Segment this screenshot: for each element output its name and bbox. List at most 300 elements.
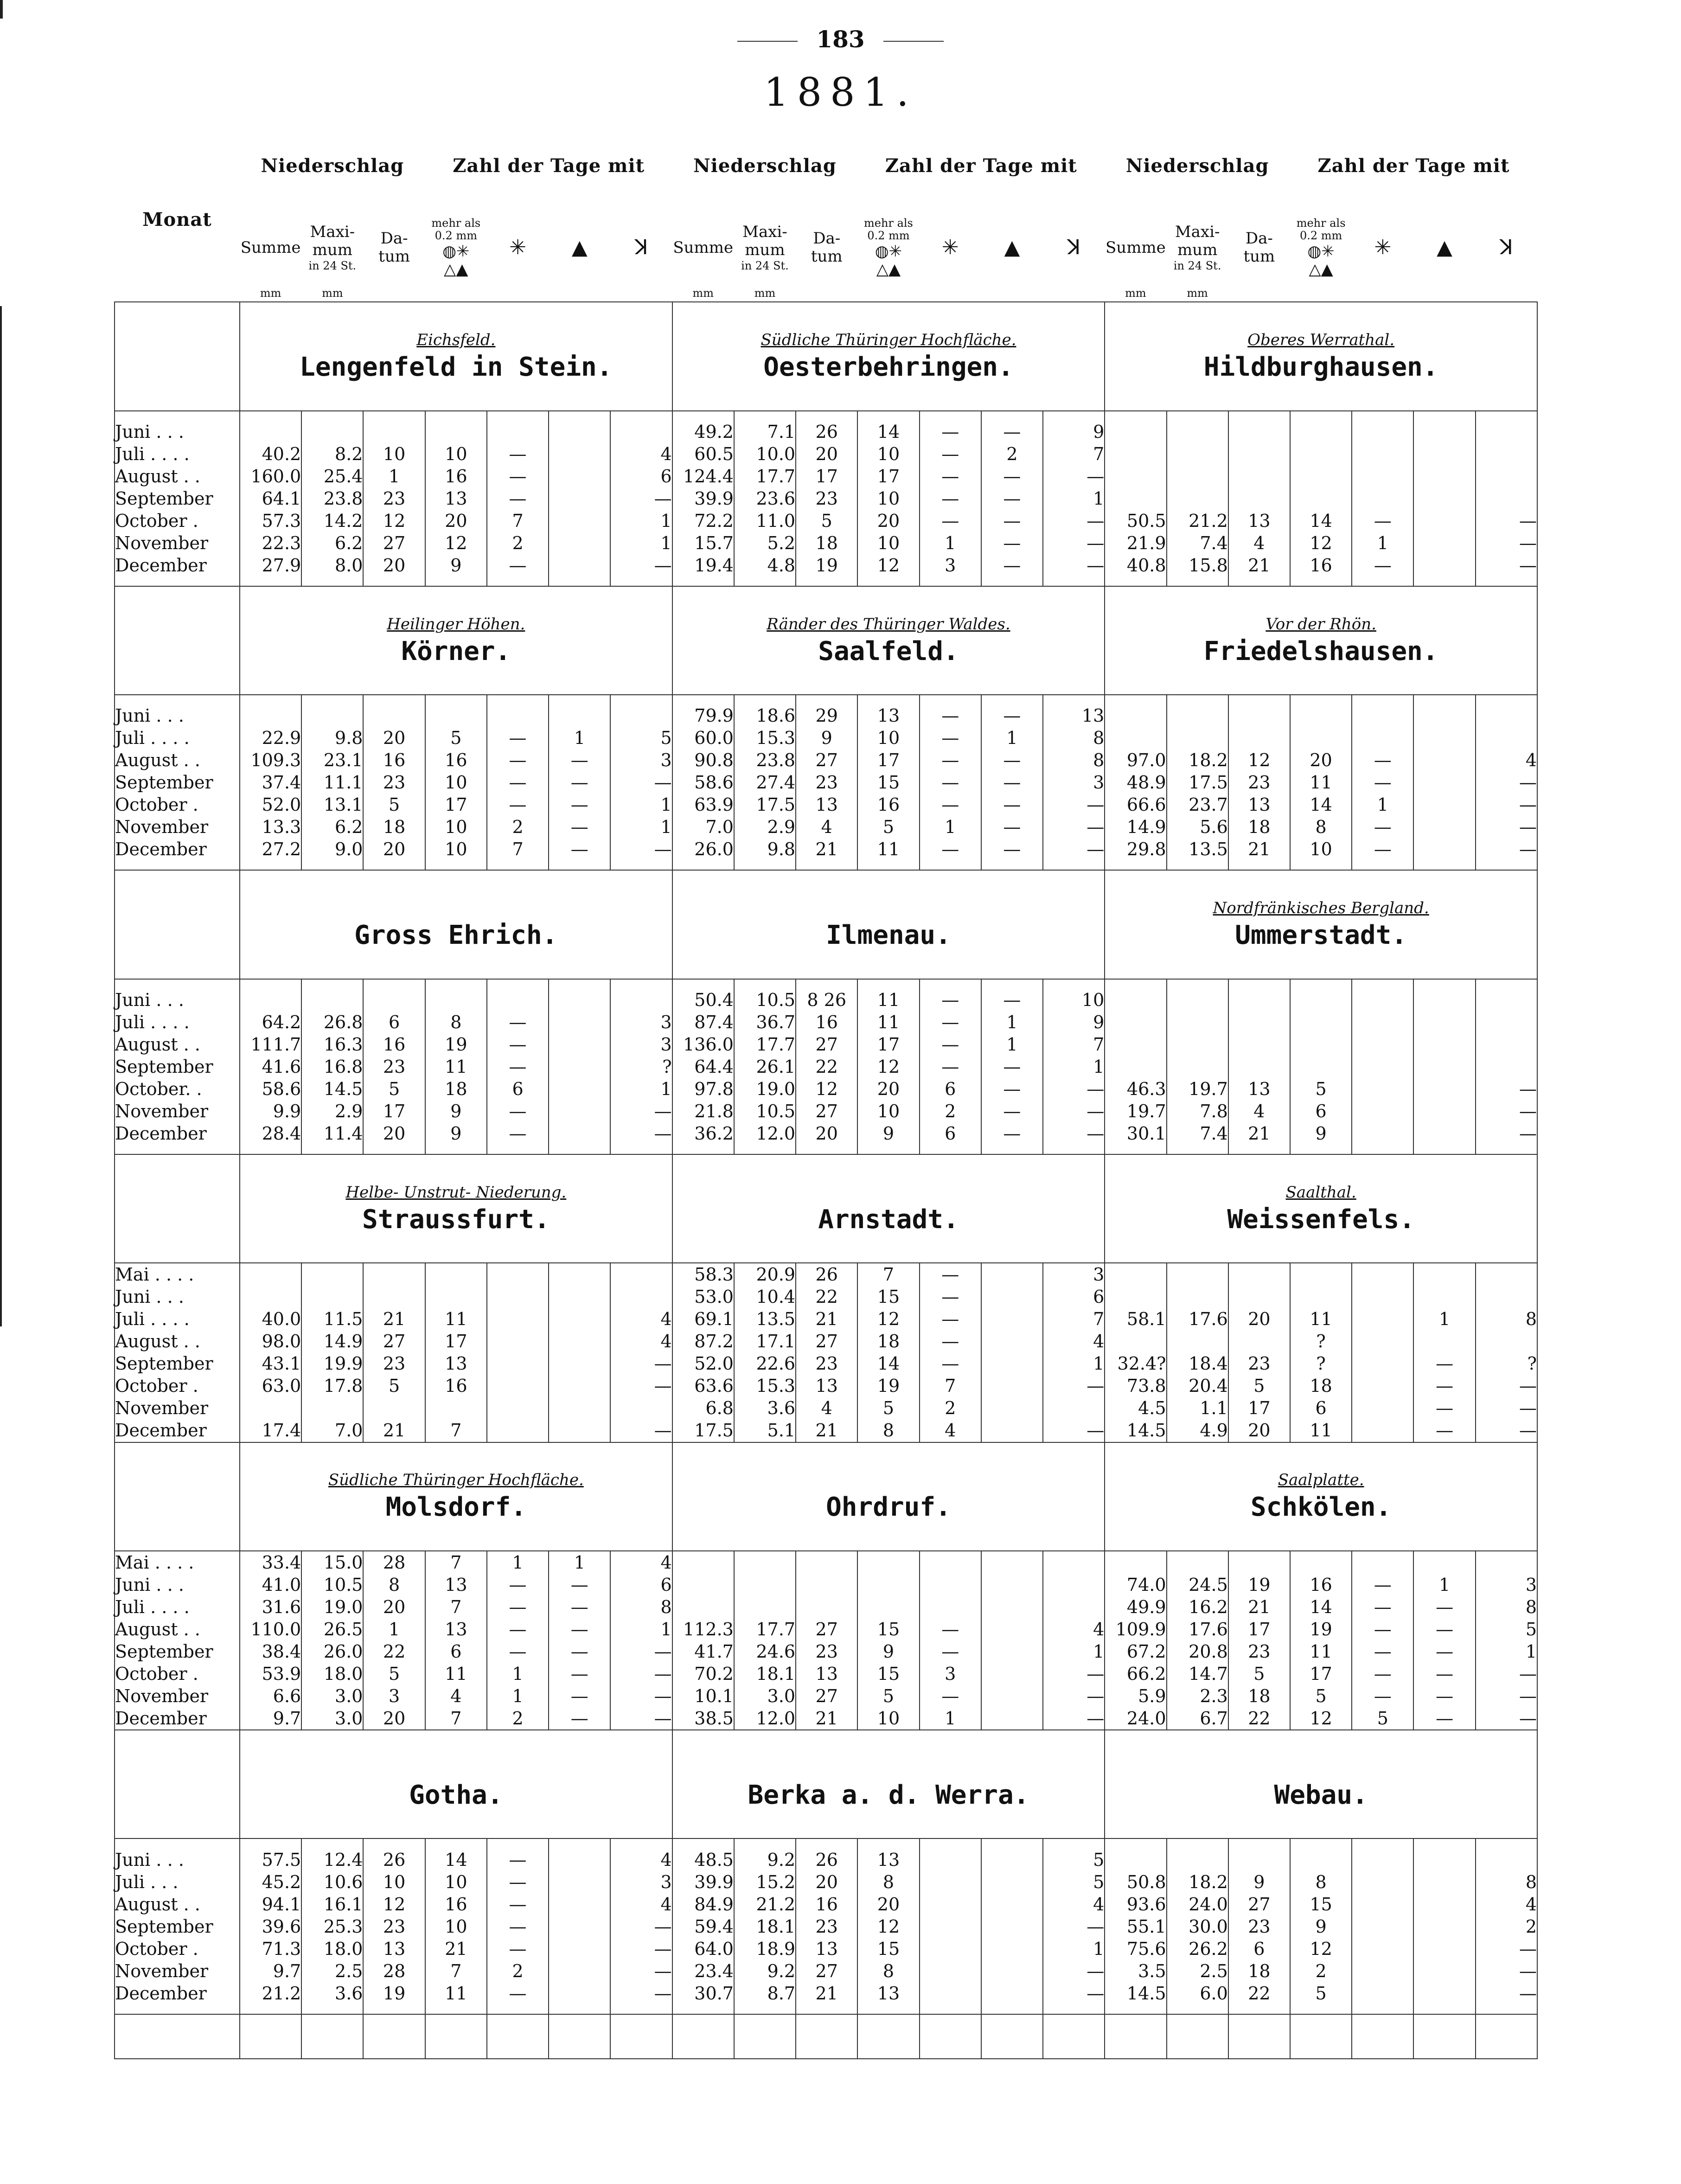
datum-value: 18 bbox=[1248, 1960, 1271, 1981]
max-value: 2.5 bbox=[335, 1960, 363, 1981]
datum-value: 21 bbox=[815, 1983, 838, 2004]
summe-value: 48.5 bbox=[694, 1849, 734, 1870]
sleet-value bbox=[1414, 989, 1475, 1011]
mehr-column bbox=[1290, 1263, 1352, 1442]
summe-value: 72.2 bbox=[694, 510, 734, 531]
summe-value bbox=[673, 1596, 734, 1618]
mehr-value: 9 bbox=[882, 1123, 895, 1144]
max-value: 14.5 bbox=[323, 1078, 363, 1099]
datum-value: 26 bbox=[815, 421, 838, 442]
snow-value bbox=[1352, 1375, 1413, 1397]
sleet-column bbox=[981, 1551, 1043, 1730]
sleet-value: — bbox=[1436, 1398, 1454, 1419]
summe-value: 46.3 bbox=[1126, 1078, 1166, 1099]
summe-value: 43.1 bbox=[262, 1353, 301, 1374]
snow-value bbox=[920, 1982, 981, 2005]
max-value: 21.2 bbox=[756, 1894, 796, 1915]
snow-value bbox=[487, 1263, 548, 1286]
datum-value bbox=[364, 1286, 424, 1308]
max-value bbox=[302, 705, 363, 727]
snow-value: — bbox=[1374, 1575, 1392, 1595]
max-value bbox=[1167, 989, 1228, 1011]
station-data-row bbox=[115, 411, 1537, 586]
month-label: December bbox=[115, 555, 207, 576]
caption-blank bbox=[115, 870, 240, 979]
month-label: August . . bbox=[115, 1034, 200, 1055]
mehr-value: 19 bbox=[1310, 1619, 1332, 1640]
summe-value bbox=[1105, 705, 1166, 727]
datum-value: 13 bbox=[383, 1938, 406, 1959]
thunder-value: 3 bbox=[660, 1012, 672, 1032]
mehr-value: 7 bbox=[450, 1597, 462, 1618]
mehr-value: 17 bbox=[445, 794, 467, 815]
sleet-value bbox=[1414, 705, 1475, 727]
summe-value bbox=[1105, 443, 1166, 465]
mehr-value: 5 bbox=[450, 728, 462, 749]
sleet-column bbox=[1413, 695, 1475, 870]
snow-value: 3 bbox=[945, 1664, 956, 1684]
datum-value: 13 bbox=[815, 794, 838, 815]
mehr-value: 20 bbox=[877, 1078, 900, 1099]
mehr-value: 19 bbox=[445, 1034, 467, 1055]
mehr-value: 7 bbox=[450, 1420, 462, 1441]
datum-value: 21 bbox=[815, 1708, 838, 1729]
summe-column bbox=[240, 1263, 301, 1442]
summe-column bbox=[672, 1838, 734, 2014]
summe-value: 41.6 bbox=[262, 1056, 301, 1077]
mehr-value: 12 bbox=[1310, 1708, 1332, 1729]
datum-value bbox=[1229, 727, 1290, 749]
sleet-value bbox=[1414, 1078, 1475, 1100]
mehr-value bbox=[1291, 1286, 1351, 1308]
month-label: August . . bbox=[115, 1619, 200, 1640]
max-value: 18.0 bbox=[323, 1664, 363, 1684]
sleet-value bbox=[982, 1419, 1042, 1441]
summe-value: 90.8 bbox=[694, 750, 734, 771]
snow-header bbox=[1352, 194, 1413, 302]
max-value: 11.4 bbox=[323, 1123, 363, 1144]
mehr-value: 10 bbox=[877, 728, 900, 749]
snow-value bbox=[1352, 1033, 1413, 1056]
sleet-value bbox=[549, 989, 610, 1011]
thunder-symbol-icon: ꓘ bbox=[634, 235, 648, 259]
station-data-row bbox=[115, 1551, 1537, 1730]
summe-value: 48.9 bbox=[1126, 772, 1166, 793]
summe-value bbox=[1105, 1011, 1166, 1033]
month-label: Juni . . . bbox=[115, 705, 184, 726]
station-name: Berka a. d. Werra. bbox=[748, 1780, 1029, 1810]
datum-value: 27 bbox=[815, 1960, 838, 1981]
mehr-value: 7 bbox=[882, 1264, 895, 1285]
summe-header bbox=[1105, 194, 1166, 302]
station-caption bbox=[672, 586, 1105, 695]
datum-value: 23 bbox=[1248, 1916, 1271, 1937]
sleet-value bbox=[982, 1551, 1042, 1574]
snow-value bbox=[1352, 1056, 1413, 1078]
sleet-column bbox=[981, 411, 1043, 586]
summe-value: 5.9 bbox=[1138, 1686, 1166, 1707]
month-label: Juli . . . bbox=[115, 1871, 179, 1892]
snow-value: — bbox=[941, 728, 959, 749]
max-value: 30.0 bbox=[1189, 1916, 1228, 1937]
snow-value bbox=[920, 1938, 981, 1960]
mehr-value: 10 bbox=[445, 839, 467, 860]
max-column bbox=[734, 1263, 796, 1442]
max-column bbox=[734, 979, 796, 1154]
datum-column bbox=[363, 695, 425, 870]
datum-value: 29 bbox=[815, 705, 838, 726]
snow-value: — bbox=[941, 989, 959, 1010]
max-value: 19.0 bbox=[323, 1597, 363, 1618]
unit-mm: mm bbox=[754, 286, 776, 300]
datum-value bbox=[1229, 1033, 1290, 1056]
thunder-value: 1 bbox=[660, 1619, 672, 1640]
sleet-value: — bbox=[1436, 1597, 1454, 1618]
thunder-header bbox=[1043, 194, 1105, 302]
snow-header bbox=[920, 194, 981, 302]
snow-value: — bbox=[509, 488, 527, 509]
sleet-symbol-icon: ▲ bbox=[1004, 235, 1020, 259]
max-value bbox=[1167, 1551, 1228, 1574]
max-value: 10.5 bbox=[756, 989, 796, 1010]
mehr-value: 7 bbox=[450, 1552, 462, 1573]
max-value: 8.0 bbox=[335, 555, 363, 576]
datum-value: 13 bbox=[1248, 1078, 1271, 1099]
thunder-value: — bbox=[654, 1686, 672, 1707]
datum-value: 23 bbox=[383, 1056, 406, 1077]
max-value bbox=[1167, 1286, 1228, 1308]
sleet-value: — bbox=[570, 1708, 588, 1729]
mehr-value: 17 bbox=[445, 1331, 467, 1352]
region-name: Saalplatte. bbox=[1278, 1471, 1364, 1490]
max-value bbox=[1167, 1056, 1228, 1078]
bottom-blank bbox=[1413, 2014, 1475, 2059]
thunder-value: 4 bbox=[660, 443, 672, 464]
max-value bbox=[1167, 1330, 1228, 1352]
thunder-header bbox=[1476, 194, 1537, 302]
mehr-column bbox=[1290, 979, 1352, 1154]
datum-value bbox=[1229, 705, 1290, 727]
max-value: 16.8 bbox=[323, 1056, 363, 1077]
snow-value: 6 bbox=[945, 1078, 956, 1099]
max-column bbox=[1167, 1551, 1228, 1730]
summe-value: 14.5 bbox=[1126, 1420, 1166, 1441]
monat-header bbox=[115, 137, 240, 302]
thunder-value: — bbox=[654, 1983, 672, 2004]
thunder-value: — bbox=[1087, 817, 1105, 838]
max-column bbox=[734, 411, 796, 586]
thunder-value: — bbox=[1519, 1376, 1537, 1396]
mehr-value: 11 bbox=[445, 1309, 467, 1330]
max-value: 6.2 bbox=[335, 532, 363, 553]
datum-value: 27 bbox=[383, 1331, 406, 1352]
sleet-value bbox=[549, 554, 610, 576]
thunder-value bbox=[611, 1263, 671, 1286]
thunder-value: — bbox=[1519, 532, 1537, 553]
max-value: 3.6 bbox=[767, 1398, 796, 1419]
thunder-value: — bbox=[1519, 555, 1537, 576]
mehr-column bbox=[425, 411, 487, 586]
bottom-blank bbox=[610, 2014, 672, 2059]
mehr-value: 5 bbox=[882, 1686, 895, 1707]
sleet-value bbox=[1414, 816, 1475, 838]
month-list bbox=[115, 695, 240, 870]
snow-value bbox=[487, 1375, 548, 1397]
snow-value bbox=[487, 1419, 548, 1441]
summe-value: 55.1 bbox=[1126, 1916, 1166, 1937]
month-label: Juni . . . bbox=[115, 989, 184, 1010]
snow-value: — bbox=[509, 1849, 527, 1870]
month-label: Juli . . . . bbox=[115, 1597, 190, 1618]
unit-mm: mm bbox=[1187, 286, 1208, 300]
unit-mm: mm bbox=[260, 286, 281, 300]
sleet-value: — bbox=[1436, 1641, 1454, 1662]
thunder-value: — bbox=[1519, 1708, 1537, 1729]
snow-value: — bbox=[941, 1641, 959, 1662]
summe-value bbox=[673, 1551, 734, 1574]
month-label: August . . bbox=[115, 1331, 200, 1352]
summe-value bbox=[1105, 1849, 1166, 1871]
mehr-value: 11 bbox=[445, 1664, 467, 1684]
mehr-column bbox=[857, 411, 919, 586]
snow-value bbox=[487, 1286, 548, 1308]
summe-column bbox=[240, 1551, 301, 1730]
mehr-value: 21 bbox=[445, 1938, 467, 1959]
summe-value bbox=[240, 421, 301, 443]
thunder-value: — bbox=[1087, 1664, 1105, 1684]
thunder-value: — bbox=[654, 488, 672, 509]
datum-column bbox=[796, 1838, 857, 2014]
datum-value: 19 bbox=[383, 1983, 406, 2004]
sleet-value bbox=[982, 1352, 1042, 1375]
thunder-value: 7 bbox=[1093, 1034, 1105, 1055]
snow-value bbox=[1352, 1871, 1413, 1893]
snow-value: — bbox=[941, 443, 959, 464]
summe-value: 6.8 bbox=[705, 1398, 734, 1419]
thunder-value: — bbox=[654, 772, 672, 793]
summe-value: 110.0 bbox=[250, 1619, 301, 1640]
summe-value: 22.9 bbox=[262, 728, 301, 749]
max-value: 19.0 bbox=[756, 1078, 796, 1099]
max-value: 9.8 bbox=[767, 839, 796, 860]
thunder-value: 3 bbox=[1525, 1575, 1537, 1595]
summe-column bbox=[672, 1551, 734, 1730]
mehr-value bbox=[1291, 705, 1351, 727]
summe-column bbox=[240, 979, 301, 1154]
summe-column bbox=[1105, 411, 1166, 586]
sleet-value bbox=[982, 1893, 1042, 1915]
datum-value: 1 bbox=[388, 1619, 400, 1640]
mehr-value bbox=[858, 1574, 919, 1596]
sleet-value bbox=[549, 1033, 610, 1056]
mehr-column bbox=[425, 1551, 487, 1730]
datum-column bbox=[363, 1263, 425, 1442]
thunder-value: 1 bbox=[1093, 1938, 1105, 1959]
sleet-value: — bbox=[570, 1597, 588, 1618]
snow-value: 1 bbox=[512, 1552, 524, 1573]
sleet-value: 1 bbox=[1006, 728, 1018, 749]
mm02-label: 0.2 mm bbox=[1299, 229, 1342, 243]
max-value: 12.0 bbox=[756, 1708, 796, 1729]
thunder-value: — bbox=[654, 1101, 672, 1121]
snow-symbol-icon: ✳ bbox=[509, 235, 526, 259]
region-name: Saalthal. bbox=[1285, 1183, 1356, 1202]
thunder-value bbox=[1476, 727, 1537, 749]
datum-value: 20 bbox=[383, 1123, 406, 1144]
summe-value: 109.9 bbox=[1115, 1619, 1166, 1640]
thunder-value: — bbox=[1087, 1420, 1105, 1441]
sleet-value: — bbox=[1003, 772, 1021, 793]
thunder-column bbox=[1476, 1551, 1537, 1730]
thunder-value: — bbox=[1519, 817, 1537, 838]
snow-value: — bbox=[509, 1034, 527, 1055]
thunder-value: 4 bbox=[660, 1309, 672, 1330]
mehr-value: 7 bbox=[450, 1960, 462, 1981]
mehr-value: 11 bbox=[445, 1983, 467, 2004]
mehr-value: 16 bbox=[445, 1376, 467, 1396]
sleet-value bbox=[982, 1308, 1042, 1330]
thunder-value: 9 bbox=[1093, 1012, 1105, 1032]
mehr-value: 5 bbox=[1315, 1078, 1327, 1099]
max-column bbox=[1167, 979, 1228, 1154]
summe-value: 21.8 bbox=[694, 1101, 734, 1121]
datum-value: 13 bbox=[815, 1938, 838, 1959]
month-label: Juni . . . bbox=[115, 1287, 184, 1307]
sleet-header bbox=[981, 194, 1043, 302]
table-bottom-row bbox=[115, 2014, 1537, 2059]
datum-value: 23 bbox=[383, 1916, 406, 1937]
sleet-value bbox=[549, 1056, 610, 1078]
snow-value bbox=[1352, 989, 1413, 1011]
max-value: 4.8 bbox=[767, 555, 796, 576]
thunder-value: 13 bbox=[1081, 705, 1105, 726]
max-value bbox=[1167, 1011, 1228, 1033]
mehr-value bbox=[1291, 1849, 1351, 1871]
mehr-value bbox=[1291, 989, 1351, 1011]
snow-column bbox=[487, 695, 549, 870]
mehr-value: 9 bbox=[1315, 1916, 1327, 1937]
summe-value: 41.7 bbox=[694, 1641, 734, 1662]
sleet-value: 2 bbox=[1006, 443, 1018, 464]
sleet-value bbox=[1414, 465, 1475, 487]
thunder-column bbox=[1043, 1551, 1105, 1730]
snow-value bbox=[920, 1893, 981, 1915]
mehr-column bbox=[425, 695, 487, 870]
max-value: 22.6 bbox=[756, 1353, 796, 1374]
niederschlag-header bbox=[240, 137, 425, 194]
datum-value: 21 bbox=[383, 1420, 406, 1441]
max-value bbox=[735, 1574, 795, 1596]
station-name: Webau. bbox=[1274, 1780, 1368, 1810]
mehr-value: 10 bbox=[877, 532, 900, 553]
thunder-value: — bbox=[1519, 1938, 1537, 1959]
sleet-header bbox=[1413, 194, 1475, 302]
summe-value: 50.5 bbox=[1126, 510, 1166, 531]
thunder-column bbox=[1476, 695, 1537, 870]
mehr-value bbox=[1291, 465, 1351, 487]
snow-value: — bbox=[1374, 772, 1392, 793]
summe-value: 66.6 bbox=[1126, 794, 1166, 815]
mehr-value: 12 bbox=[877, 1056, 900, 1077]
thunder-value: 5 bbox=[1525, 1619, 1537, 1640]
mehr-value: 10 bbox=[877, 1101, 900, 1121]
summe-value: 58.3 bbox=[694, 1264, 734, 1285]
summe-value: 97.0 bbox=[1126, 750, 1166, 771]
datum-value: 20 bbox=[815, 1123, 838, 1144]
sleet-value bbox=[1414, 1871, 1475, 1893]
maximum-label: Maxi- mum bbox=[1175, 223, 1220, 260]
max-value bbox=[1167, 465, 1228, 487]
summe-value: 87.2 bbox=[694, 1331, 734, 1352]
sleet-value bbox=[549, 705, 610, 727]
niederschlag-label: Niederschlag bbox=[261, 154, 404, 177]
thunder-value bbox=[1476, 443, 1537, 465]
sleet-column bbox=[1413, 1838, 1475, 2014]
station-name: Schkölen. bbox=[1250, 1492, 1392, 1523]
mehr-value: 13 bbox=[445, 1575, 467, 1595]
thunder-value: 3 bbox=[660, 1034, 672, 1055]
max-value: 10.5 bbox=[323, 1575, 363, 1595]
mehr-value: 16 bbox=[445, 1894, 467, 1915]
thunder-symbol-icon: ꓘ bbox=[1499, 235, 1513, 259]
thunder-value: — bbox=[1087, 1983, 1105, 2004]
month-label: August . . bbox=[115, 466, 200, 487]
station-caption-row bbox=[115, 1442, 1537, 1551]
mehr-value: 2 bbox=[1315, 1960, 1327, 1981]
datum-column bbox=[1228, 411, 1290, 586]
station-caption bbox=[240, 870, 672, 979]
snow-value: 6 bbox=[945, 1123, 956, 1144]
snow-value bbox=[487, 989, 548, 1011]
datum-value: 26 bbox=[815, 1849, 838, 1870]
mehr-value: 20 bbox=[445, 510, 467, 531]
thunder-column bbox=[1043, 1263, 1105, 1442]
summe-value: 17.4 bbox=[262, 1420, 301, 1441]
summe-value: 71.3 bbox=[262, 1938, 301, 1959]
summe-value: 39.9 bbox=[694, 488, 734, 509]
sleet-value: — bbox=[570, 794, 588, 815]
datum-value: 22 bbox=[815, 1287, 838, 1307]
mehr-value: 16 bbox=[1310, 1575, 1332, 1595]
mehr-als-header bbox=[425, 194, 487, 302]
max-value: 18.1 bbox=[756, 1916, 796, 1937]
max-value: 26.5 bbox=[323, 1619, 363, 1640]
thunder-value bbox=[1043, 1551, 1104, 1574]
snow-value bbox=[1352, 421, 1413, 443]
datum-label: Da- tum bbox=[378, 229, 410, 266]
snow-value: 5 bbox=[1377, 1708, 1388, 1729]
summe-value: 63.9 bbox=[694, 794, 734, 815]
sleet-value bbox=[1414, 838, 1475, 860]
mehr-value bbox=[1291, 1056, 1351, 1078]
month-label: September bbox=[115, 772, 213, 793]
sleet-value bbox=[549, 532, 610, 554]
month-label: November bbox=[115, 1398, 209, 1419]
month-label: Juni . . . bbox=[115, 1849, 184, 1870]
thunder-value: 5 bbox=[1093, 1871, 1105, 1892]
mehr-value bbox=[1291, 421, 1351, 443]
summe-column bbox=[672, 1263, 734, 1442]
station-name: Hildburghausen. bbox=[1203, 352, 1438, 382]
max-column bbox=[1167, 1263, 1228, 1442]
sleet-value: — bbox=[1003, 421, 1021, 442]
snow-value: — bbox=[509, 794, 527, 815]
max-value: 13.5 bbox=[1189, 839, 1228, 860]
month-label: October . bbox=[115, 1664, 198, 1684]
thunder-value: 4 bbox=[660, 1849, 672, 1870]
thunder-value: 9 bbox=[1093, 421, 1105, 442]
sleet-value bbox=[1414, 1849, 1475, 1871]
